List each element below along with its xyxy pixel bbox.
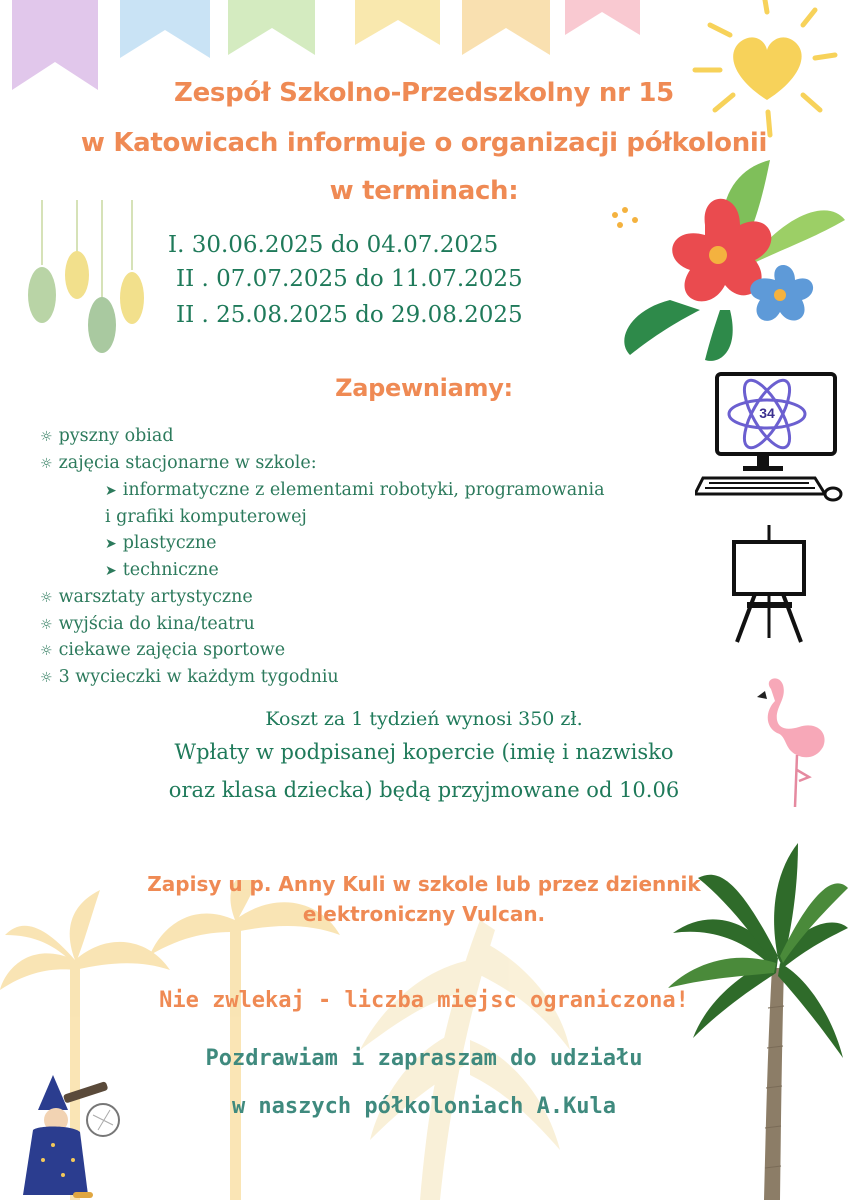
list-item: ☼ warsztaty artystyczne — [40, 587, 253, 607]
enroll-line-2: elektroniczny Vulcan. — [302, 902, 546, 926]
term-3: II . 25.08.2025 do 29.08.2025 — [176, 302, 523, 328]
urgency-text: Nie zwlekaj - liczba miejsc ograniczona! — [159, 988, 689, 1013]
sub-list-continuation: i grafiki komputerowej — [105, 507, 307, 527]
wizard-figure — [18, 1070, 128, 1200]
list-item: ☼ zajęcia stacjonarne w szkole: — [40, 453, 317, 473]
monitor-badge: 34 — [759, 405, 775, 421]
closing-line-1: Pozdrawiam i zapraszam do udziału — [205, 1046, 643, 1071]
enroll-line-1: Zapisy u p. Anny Kuli w szkole lub przez dziennik — [147, 872, 701, 896]
sub-list-item: ➤ informatyczne z elementami robotyki, programowania — [105, 480, 605, 500]
title-line-1: Zespół Szkolno-Przedszkolny nr 15 — [174, 78, 674, 108]
sun-bullet-icon: ☼ — [40, 590, 53, 606]
sun-heart-icon — [675, 0, 848, 140]
arrow-bullet-icon: ➤ — [105, 563, 117, 579]
sun-bullet-icon: ☼ — [40, 670, 53, 686]
closing-line-2: w naszych półkoloniach A.Kula — [231, 1094, 617, 1119]
easel-icon — [725, 520, 815, 645]
cost-line-1: Koszt za 1 tydzień wynosi 350 zł. — [265, 708, 583, 730]
sub-list-item: ➤ plastyczne — [105, 533, 217, 553]
sub-list-item: ➤ techniczne — [105, 560, 219, 580]
term-1: I. 30.06.2025 do 04.07.2025 — [168, 232, 499, 258]
list-item: ☼ ciekawe zajęcia sportowe — [40, 640, 286, 660]
cost-line-3: oraz klasa dziecka) będą przyjmowane od 10.06 — [168, 778, 680, 802]
sun-bullet-icon: ☼ — [40, 643, 53, 659]
list-item: ☼ wyjścia do kina/teatru — [40, 614, 255, 634]
title-line-3: w terminach: — [329, 176, 519, 206]
offer-heading: Zapewniamy: — [335, 374, 513, 402]
title-line-2: w Katowicach informuje o organizacji półkolonii — [80, 128, 768, 158]
arrow-bullet-icon: ➤ — [105, 483, 117, 499]
sun-bullet-icon: ☼ — [40, 456, 53, 472]
term-2: II . 07.07.2025 do 11.07.2025 — [176, 266, 523, 292]
cost-line-2: Wpłaty w podpisanej kopercie (imię i nazwisko — [174, 740, 674, 764]
list-item: ☼ pyszny obiad — [40, 426, 174, 446]
arrow-bullet-icon: ➤ — [105, 536, 117, 552]
sun-bullet-icon: ☼ — [40, 617, 53, 633]
list-item: ☼ 3 wycieczki w każdym tygodniu — [40, 667, 339, 687]
sun-bullet-icon: ☼ — [40, 429, 53, 445]
hanging-leaves — [22, 200, 152, 360]
